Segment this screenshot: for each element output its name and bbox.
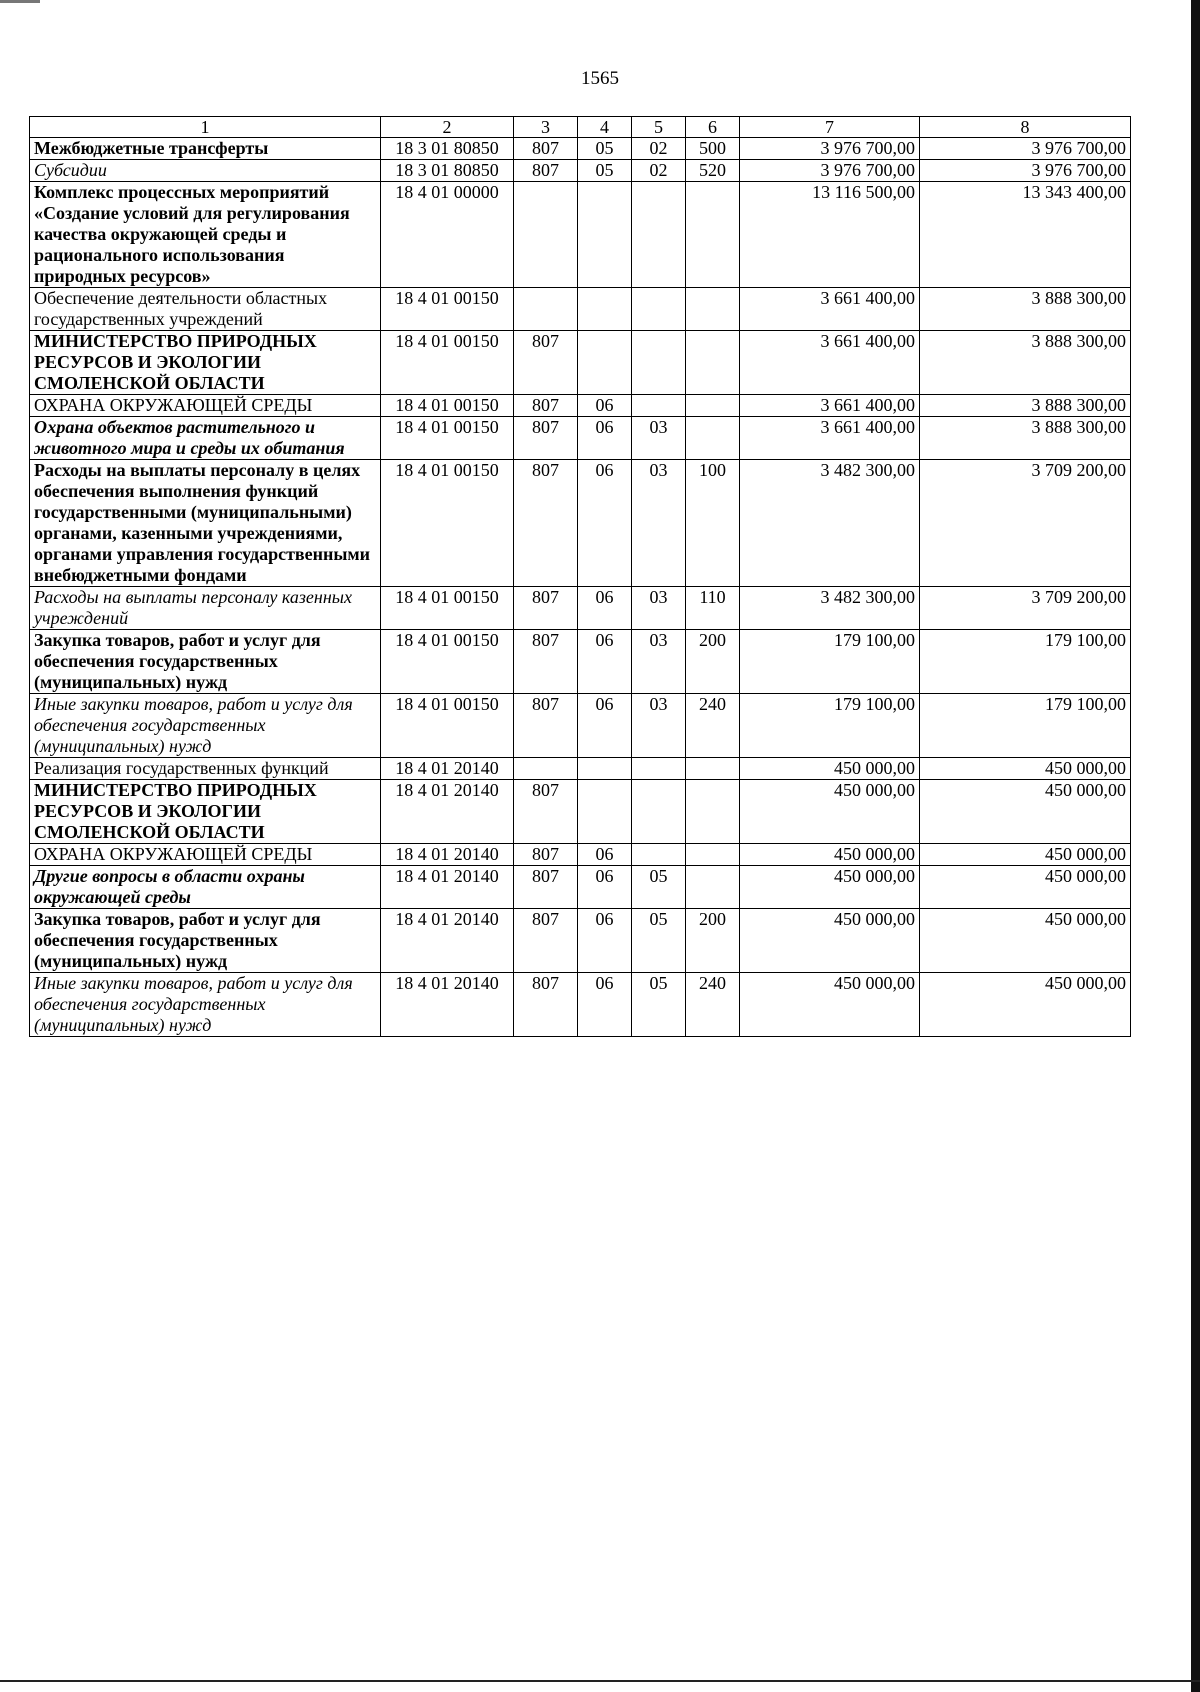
row-col6 [686,331,740,395]
row-name: Охрана объектов растительного и животного мира и среды их обитания [30,417,381,460]
table-row [30,780,1131,844]
row-value-7: 3 661 400,00 [740,331,920,395]
row-value-8: 450 000,00 [920,866,1131,909]
header-cell: 1 [30,117,381,138]
row-name: Иные закупки товаров, работ и услуг для обеспечения государственных (муниципальных) нужд [30,694,381,758]
row-col6 [686,758,740,780]
row-code: 18 4 01 20140 [381,866,514,909]
row-name: Закупка товаров, работ и услуг для обеспечения государственных (муниципальных) нужд [30,630,381,694]
row-col6: 520 [686,160,740,182]
row-value-7: 450 000,00 [740,758,920,780]
row-code: 18 3 01 80850 [381,160,514,182]
row-value-8: 3 888 300,00 [920,395,1131,417]
row-value-8: 3 976 700,00 [920,138,1131,160]
row-col4 [578,288,632,331]
row-code: 18 4 01 00150 [381,417,514,460]
row-col5 [632,844,686,866]
row-value-7: 3 976 700,00 [740,160,920,182]
row-col6 [686,844,740,866]
row-value-8: 450 000,00 [920,909,1131,973]
row-value-7: 3 482 300,00 [740,587,920,630]
table-row [30,331,1131,395]
table-row [30,460,1131,587]
table-row [30,417,1131,460]
row-name: Реализация государственных функций [30,758,381,780]
row-col4 [578,331,632,395]
row-value-8: 3 709 200,00 [920,587,1131,630]
row-code: 18 3 01 80850 [381,138,514,160]
row-code: 18 4 01 20140 [381,758,514,780]
row-col3 [514,182,578,288]
row-name: Субсидии [30,160,381,182]
row-col4: 06 [578,395,632,417]
row-col6: 110 [686,587,740,630]
row-name: Обеспечение деятельности областных государственных учреждений [30,288,381,331]
row-value-7: 3 482 300,00 [740,460,920,587]
row-col4: 06 [578,460,632,587]
row-code: 18 4 01 20140 [381,909,514,973]
row-col3: 807 [514,138,578,160]
table-row [30,138,1131,160]
row-col4: 06 [578,587,632,630]
row-col5 [632,758,686,780]
row-value-7: 3 976 700,00 [740,138,920,160]
row-value-7: 450 000,00 [740,844,920,866]
row-code: 18 4 01 00150 [381,460,514,587]
row-col4 [578,758,632,780]
row-value-7: 450 000,00 [740,973,920,1037]
row-col3: 807 [514,866,578,909]
row-col5: 02 [632,160,686,182]
row-value-8: 3 888 300,00 [920,417,1131,460]
row-col6: 200 [686,630,740,694]
scan-artifact [0,0,40,3]
row-col3 [514,288,578,331]
row-code: 18 4 01 00000 [381,182,514,288]
row-name: Закупка товаров, работ и услуг для обеспечения государственных (муниципальных) нужд [30,909,381,973]
row-col5 [632,288,686,331]
row-value-7: 13 116 500,00 [740,182,920,288]
row-col4 [578,182,632,288]
row-col6 [686,866,740,909]
row-col5: 05 [632,866,686,909]
row-code: 18 4 01 20140 [381,780,514,844]
row-col5: 03 [632,417,686,460]
row-col6 [686,395,740,417]
row-name: МИНИСТЕРСТВО ПРИРОДНЫХ РЕСУРСОВ И ЭКОЛОГИИ СМОЛЕНСКОЙ ОБЛАСТИ [30,331,381,395]
row-col3: 807 [514,460,578,587]
row-value-8: 450 000,00 [920,780,1131,844]
row-col4: 06 [578,909,632,973]
row-col4: 06 [578,417,632,460]
table-row [30,694,1131,758]
header-cell: 7 [740,117,920,138]
row-col3: 807 [514,587,578,630]
row-value-7: 179 100,00 [740,694,920,758]
row-col3: 807 [514,973,578,1037]
row-col4: 06 [578,866,632,909]
row-value-7: 179 100,00 [740,630,920,694]
row-col5: 05 [632,973,686,1037]
scan-bottom-line [0,1680,1200,1682]
row-col6: 200 [686,909,740,973]
row-col6: 240 [686,694,740,758]
row-col3 [514,758,578,780]
budget-table [29,116,1131,1037]
row-name: Иные закупки товаров, работ и услуг для обеспечения государственных (муниципальных) нужд [30,973,381,1037]
row-col5: 03 [632,694,686,758]
header-cell: 6 [686,117,740,138]
row-col3: 807 [514,331,578,395]
row-value-8: 450 000,00 [920,844,1131,866]
table-row [30,909,1131,973]
row-col3: 807 [514,909,578,973]
row-col3: 807 [514,780,578,844]
scan-border [1191,0,1200,1692]
row-value-8: 13 343 400,00 [920,182,1131,288]
row-code: 18 4 01 00150 [381,331,514,395]
table-row [30,844,1131,866]
row-col5 [632,395,686,417]
row-col4: 06 [578,973,632,1037]
row-col5: 03 [632,630,686,694]
row-col6 [686,780,740,844]
header-cell: 4 [578,117,632,138]
header-cell: 2 [381,117,514,138]
row-name: ОХРАНА ОКРУЖАЮЩЕЙ СРЕДЫ [30,844,381,866]
row-code: 18 4 01 00150 [381,288,514,331]
row-col6: 500 [686,138,740,160]
row-name: Комплекс процессных мероприятий «Создание условий для регулирования качества окружающей среды и рационального использования природных ресурсов» [30,182,381,288]
page-number: 1565 [581,68,619,89]
row-code: 18 4 01 00150 [381,395,514,417]
row-col4: 05 [578,138,632,160]
table-header-row [30,117,1131,138]
row-name: МИНИСТЕРСТВО ПРИРОДНЫХ РЕСУРСОВ И ЭКОЛОГИИ СМОЛЕНСКОЙ ОБЛАСТИ [30,780,381,844]
row-col5 [632,780,686,844]
row-value-8: 3 709 200,00 [920,460,1131,587]
row-col3: 807 [514,694,578,758]
row-col4: 06 [578,844,632,866]
header-cell: 5 [632,117,686,138]
row-col6: 240 [686,973,740,1037]
table-row [30,630,1131,694]
row-col4: 06 [578,630,632,694]
table-row [30,866,1131,909]
row-name: Другие вопросы в области охраны окружающей среды [30,866,381,909]
row-col5: 03 [632,460,686,587]
table-row [30,395,1131,417]
row-col6 [686,417,740,460]
row-value-8: 450 000,00 [920,973,1131,1037]
row-value-8: 3 888 300,00 [920,331,1131,395]
table-row [30,587,1131,630]
row-value-7: 3 661 400,00 [740,395,920,417]
row-col6 [686,182,740,288]
row-col4: 06 [578,694,632,758]
row-value-7: 450 000,00 [740,780,920,844]
row-value-8: 3 976 700,00 [920,160,1131,182]
row-col3: 807 [514,417,578,460]
table-row [30,160,1131,182]
row-col5: 02 [632,138,686,160]
row-name: Межбюджетные трансферты [30,138,381,160]
row-value-8: 179 100,00 [920,694,1131,758]
row-value-7: 3 661 400,00 [740,417,920,460]
header-cell: 3 [514,117,578,138]
header-cell: 8 [920,117,1131,138]
row-code: 18 4 01 00150 [381,630,514,694]
row-value-8: 3 888 300,00 [920,288,1131,331]
row-code: 18 4 01 00150 [381,694,514,758]
table-row [30,758,1131,780]
row-value-8: 179 100,00 [920,630,1131,694]
row-col6 [686,288,740,331]
row-col5 [632,331,686,395]
row-name: Расходы на выплаты персоналу казенных учреждений [30,587,381,630]
row-col4: 05 [578,160,632,182]
row-value-7: 450 000,00 [740,909,920,973]
row-col5: 03 [632,587,686,630]
row-value-8: 450 000,00 [920,758,1131,780]
row-code: 18 4 01 00150 [381,587,514,630]
row-col3: 807 [514,844,578,866]
table-row [30,973,1131,1037]
row-col3: 807 [514,395,578,417]
row-col6: 100 [686,460,740,587]
table-row [30,182,1131,288]
row-col3: 807 [514,160,578,182]
row-col5 [632,182,686,288]
table-row [30,288,1131,331]
row-col5: 05 [632,909,686,973]
row-col4 [578,780,632,844]
row-code: 18 4 01 20140 [381,844,514,866]
row-name: Расходы на выплаты персоналу в целях обеспечения выполнения функций государственными (муниципальными) органами, казенными учреждениями, органами управления государственными внебюджетными фондами [30,460,381,587]
row-col3: 807 [514,630,578,694]
row-value-7: 3 661 400,00 [740,288,920,331]
row-code: 18 4 01 20140 [381,973,514,1037]
row-value-7: 450 000,00 [740,866,920,909]
row-name: ОХРАНА ОКРУЖАЮЩЕЙ СРЕДЫ [30,395,381,417]
